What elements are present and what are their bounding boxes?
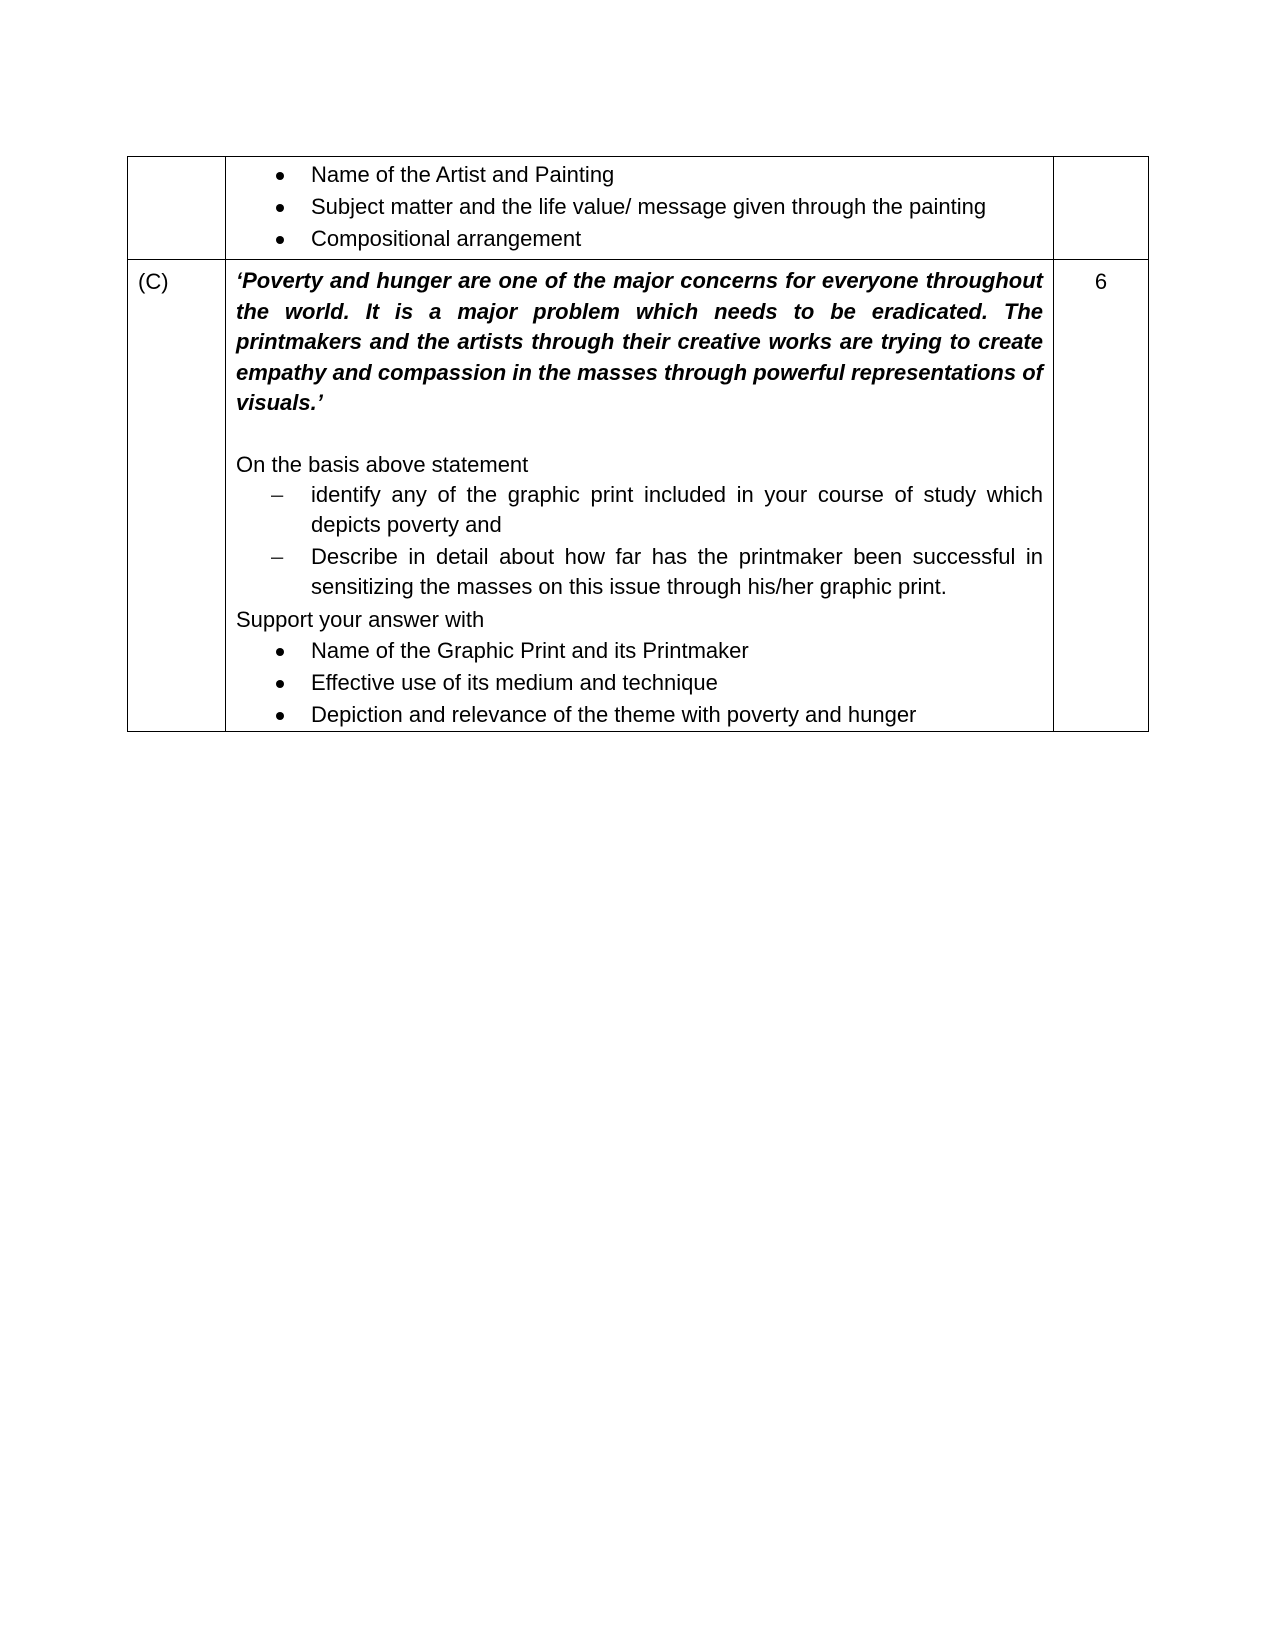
support-text: Support your answer with bbox=[236, 606, 485, 632]
list-item: Effective use of its medium and technique bbox=[236, 667, 1043, 699]
list-item: – identify any of the graphic print included in your course of study which depicts poverty and bbox=[236, 480, 1043, 540]
bullet-list bbox=[236, 635, 1043, 731]
list-item: Subject matter and the life value/ message given through the painting bbox=[236, 191, 1043, 223]
marks-cell bbox=[1054, 260, 1149, 732]
list-item: – Describe in detail about how far has the printmaker been successful in sensitizing the masses on this issue through his/her graphic print. bbox=[236, 542, 1043, 602]
content-cell bbox=[226, 260, 1054, 732]
question-table bbox=[127, 156, 1149, 732]
table-row bbox=[128, 157, 1149, 260]
label-cell bbox=[128, 157, 226, 260]
quote-text: ‘Poverty and hunger are one of the major concerns for everyone throughout the world. It is a major problem which needs to be eradicated. The printmakers and the artists through their creative works are trying to create empathy and compassion in the masses through powerful representations of visuals.’ bbox=[236, 268, 1043, 415]
table-row bbox=[128, 260, 1149, 732]
marks-value: 6 bbox=[1094, 269, 1108, 294]
list-item: Depiction and relevance of the theme with poverty and hunger bbox=[236, 699, 1043, 731]
label-cell bbox=[128, 260, 226, 732]
intro-text: On the basis above statement bbox=[236, 451, 529, 477]
bullet-list bbox=[236, 159, 1043, 255]
list-item: Name of the Artist and Painting bbox=[236, 159, 1043, 191]
question-label: (C) bbox=[138, 269, 169, 294]
list-item: Compositional arrangement bbox=[236, 223, 1043, 255]
dash-list bbox=[236, 480, 1043, 602]
content-cell bbox=[226, 157, 1054, 260]
marks-cell bbox=[1054, 157, 1149, 260]
list-item: Name of the Graphic Print and its Printmaker bbox=[236, 635, 1043, 667]
